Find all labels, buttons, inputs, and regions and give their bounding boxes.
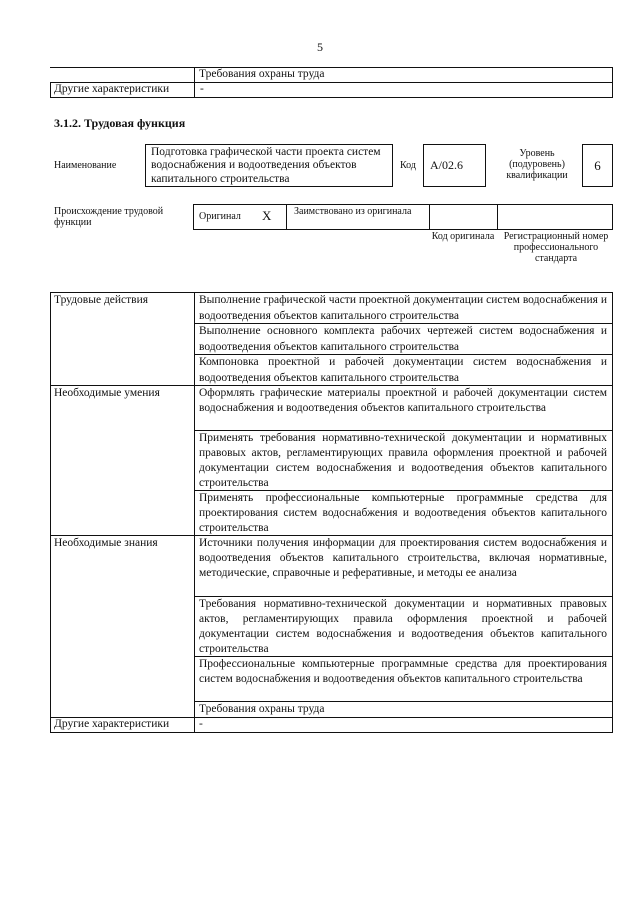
list-item: Источники получения информации для проектирования систем водоснабжения и водоотведения объектов капитального строительства, включая нормативные, методические, справочные и реферативные, и методы ее анализа — [199, 537, 607, 579]
list-item: Компоновка проектной и рабочей документации систем водоснабжения и водоотведения объектов капитального строительства — [199, 356, 607, 384]
name-box — [145, 144, 393, 187]
required-knowledge-label: Необходимые знания — [54, 537, 158, 549]
list-item: Применять требования нормативно-технической документации и нормативных правовых актов, регламентирующих правила оформления проектной и рабочей документации систем водоснабжения и водоотведения объектов капитального строительства — [199, 432, 607, 489]
name-label: Наименование — [54, 160, 117, 171]
level-label: Уровень (подуровень) квалификации — [506, 148, 568, 181]
page-number: 5 — [317, 40, 323, 54]
list-item: Оформлять графические материалы проектной и рабочей документации систем водоснабжения и водоотведения объектов капитального строительства — [199, 387, 607, 414]
list-item: Выполнение графической части проектной документации систем водоснабжения и водоотведения объектов капитального строительства — [199, 294, 607, 322]
code-box — [423, 144, 486, 187]
required-skills-label: Необходимые умения — [54, 387, 160, 399]
level-box — [582, 144, 613, 187]
section-title: 3.1.2. Трудовая функция — [54, 116, 186, 130]
list-item: Требования нормативно-технической документации и нормативных правовых актов, регламентирующих правила оформления проектной и рабочей документации систем водоснабжения и водоотведения объектов капитального строительства — [199, 598, 607, 655]
other-characteristics-label: Другие характеристики — [54, 83, 170, 95]
top-row-text: Требования охраны труда — [199, 68, 325, 80]
origin-label: Происхождение трудовой функции — [54, 206, 164, 228]
list-item: Выполнение основного комплекта рабочих чертежей систем водоснабжения и водоотведения объектов капитального строительства — [199, 325, 607, 353]
original-label: Оригинал — [199, 211, 241, 222]
reg-number-caption: Регистрационный номер профессионального стандарта — [503, 231, 609, 264]
other-characteristics-value: - — [199, 718, 203, 730]
code-label: Код — [400, 160, 416, 171]
code-value: А/02.6 — [430, 158, 463, 172]
other-characteristics-value: - — [200, 83, 204, 95]
list-item: Применять профессиональные компьютерные программные средства для проектирования систем водоснабжения и водоотведения объектов капитального строительства — [199, 492, 607, 534]
name-value: Подготовка графической части проекта систем водоснабжения и водоотведения объектов капитального строительства — [151, 146, 381, 185]
list-item: Профессиональные компьютерные программные средства для проектирования систем водоснабжения и водоотведения объектов капитального строительства — [199, 658, 607, 685]
code-original-caption: Код оригинала — [431, 231, 495, 242]
level-value: 6 — [594, 158, 601, 173]
other-characteristics-label: Другие характеристики — [54, 718, 170, 730]
labor-actions-label: Трудовые действия — [54, 294, 149, 306]
list-item: Требования охраны труда — [199, 703, 325, 715]
original-mark: X — [262, 208, 272, 223]
borrowed-label: Заимствовано из оригинала — [294, 206, 412, 217]
